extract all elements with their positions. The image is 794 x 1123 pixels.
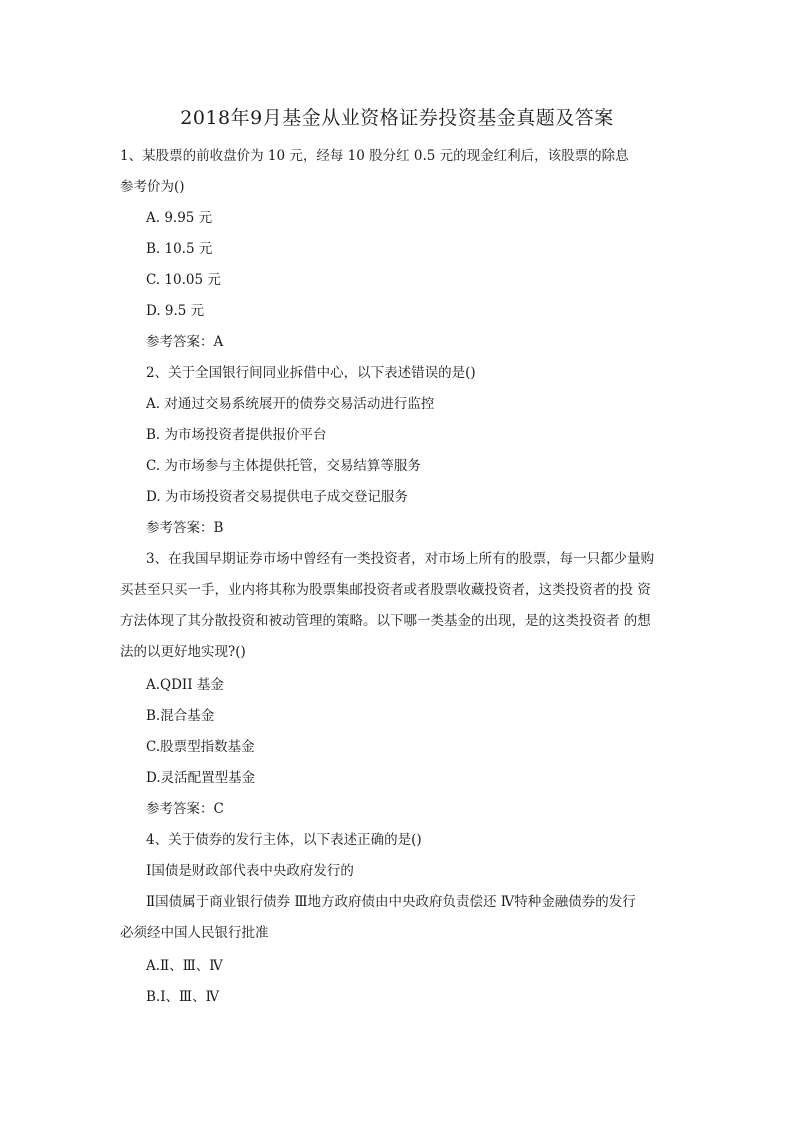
q1-option-a: A. 9.95 元 xyxy=(146,210,213,226)
q3-stem-line-3: 方法体现了其分散投资和被动管理的策略。以下哪一类基金的出现，是的这类投资者 的想 xyxy=(120,613,651,629)
q3-answer: 参考答案：C xyxy=(146,801,224,817)
q1-option-d: D. 9.5 元 xyxy=(146,303,205,319)
q3-option-c: C.股票型指数基金 xyxy=(146,739,255,755)
q4-statement-3: 必须经中国人民银行批准 xyxy=(120,925,269,941)
q2-option-d: D. 为市场投资者交易提供电子成交登记服务 xyxy=(146,489,408,505)
q3-stem-line-4: 法的以更好地实现?() xyxy=(120,644,246,660)
q2-option-c: C. 为市场参与主体提供托管，交易结算等服务 xyxy=(146,458,421,474)
q4-option-b: B.Ⅰ、Ⅲ、Ⅳ xyxy=(146,989,220,1005)
q1-stem-line-1: 1、某股票的前收盘价为 10 元，经每 10 股分红 0.5 元的现金红利后，该股票的除息 xyxy=(120,148,629,164)
q4-option-a: A.Ⅱ、Ⅲ、Ⅳ xyxy=(146,958,223,974)
document-title: 2018年9月基金从业资格证券投资基金真题及答案 xyxy=(180,107,614,129)
q1-option-c: C. 10.05 元 xyxy=(146,272,221,288)
q2-answer: 参考答案：B xyxy=(146,520,224,536)
q3-stem-line-2: 买甚至只买一手，业内将其称为股票集邮投资者或者股票收藏投资者，这类投资者的投 资 xyxy=(120,582,651,598)
q1-answer: 参考答案：A xyxy=(146,334,224,350)
q2-stem-line-1: 2、关于全国银行间同业拆借中心，以下表述错误的是() xyxy=(146,365,476,381)
q4-statement-1: Ⅰ国债是财政部代表中央政府发行的 xyxy=(146,863,354,879)
q4-stem-line-1: 4、关于债券的发行主体，以下表述正确的是() xyxy=(146,832,422,848)
q3-option-b: B.混合基金 xyxy=(146,708,215,724)
q4-statement-2: Ⅱ国债属于商业银行债券 Ⅲ地方政府债由中央政府负责偿还 Ⅳ特种金融债券的发行 xyxy=(146,894,636,910)
q2-option-b: B. 为市场投资者提供报价平台 xyxy=(146,427,327,443)
q1-stem-line-2: 参考价为() xyxy=(120,179,185,195)
q3-option-a: A.QDII 基金 xyxy=(146,677,224,693)
q2-option-a: A. 对通过交易系统展开的债券交易活动进行监控 xyxy=(146,396,435,412)
q3-option-d: D.灵活配置型基金 xyxy=(146,770,256,786)
q1-option-b: B. 10.5 元 xyxy=(146,241,213,257)
q3-stem-line-1: 3、在我国早期证券市场中曾经有一类投资者，对市场上所有的股票，每一只都少量购 xyxy=(146,551,655,567)
